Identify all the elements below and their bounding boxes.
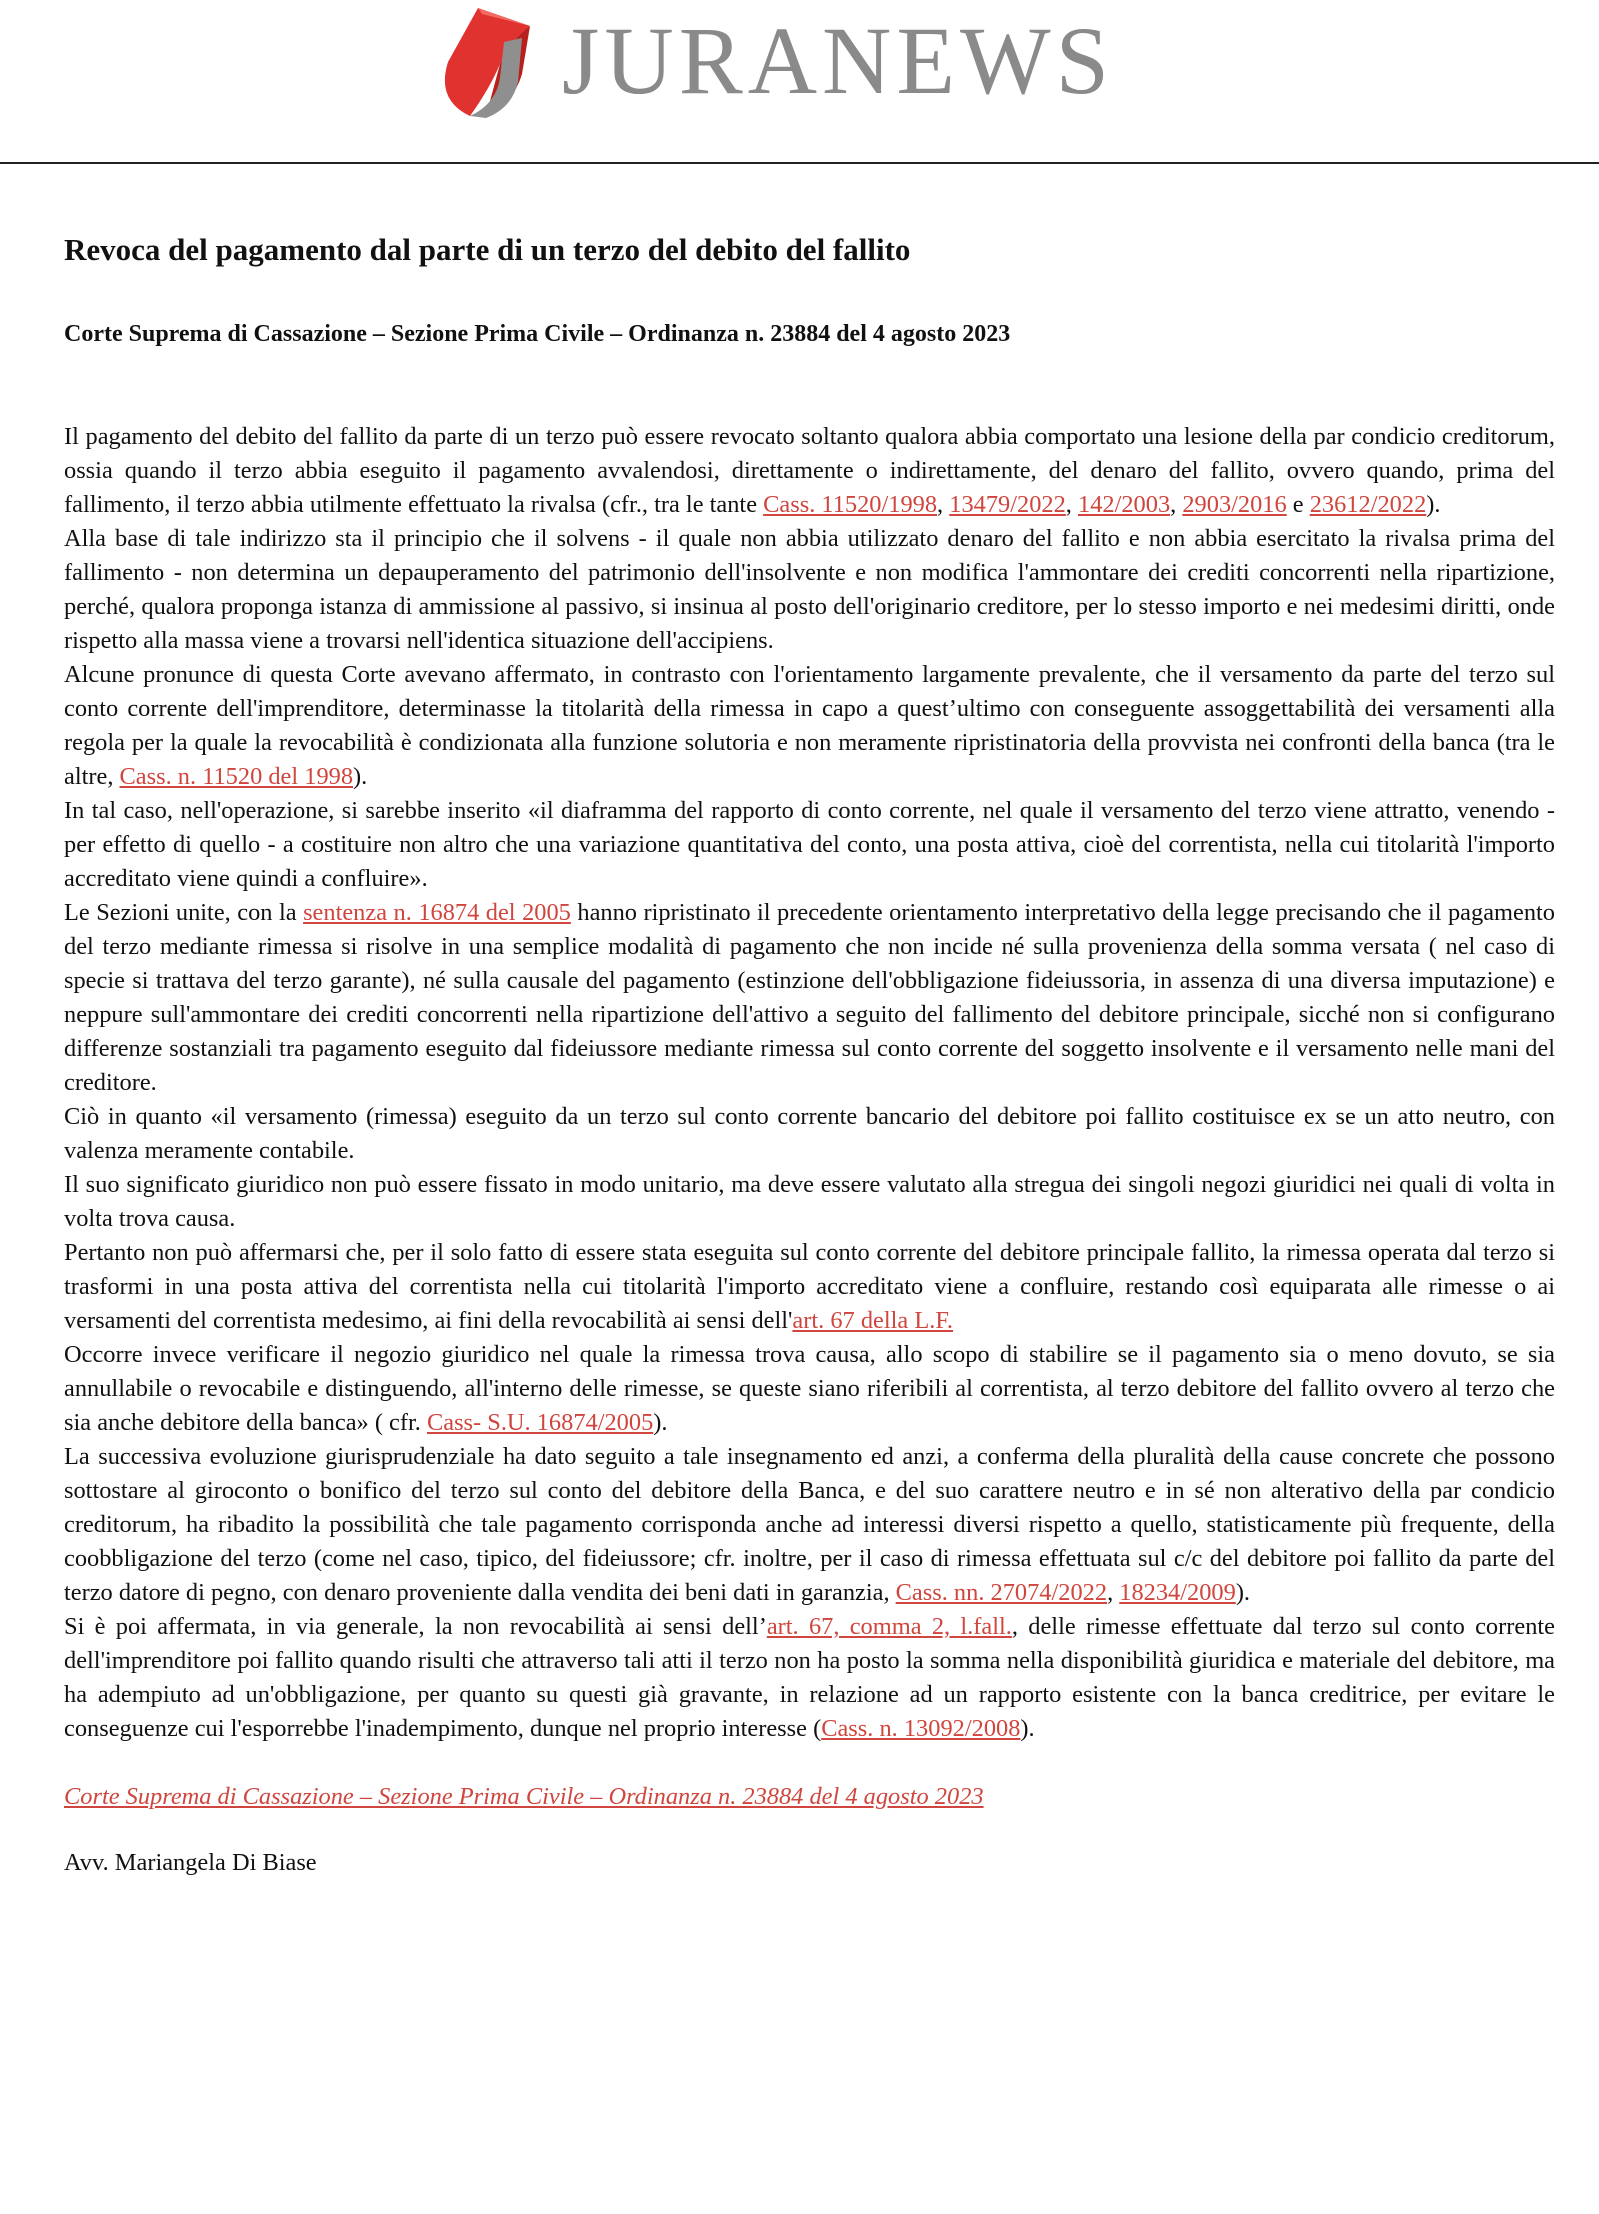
citation-link-142-2003[interactable]: 142/2003 bbox=[1078, 491, 1171, 518]
citation-link-art-67-lf[interactable]: art. 67 della L.F. bbox=[792, 1307, 954, 1334]
juranews-logo[interactable] bbox=[426, 4, 1186, 124]
article-title: Revoca del pagamento dal parte di un terzo del debito del fallito bbox=[64, 232, 911, 267]
article-subtitle: Corte Suprema di Cassazione – Sezione Prima Civile – Ordinanza n. 23884 del 4 agosto 2023 bbox=[64, 321, 1011, 347]
paragraph-9: Occorre invece verificare il negozio giuridico nel quale la rimessa trova causa, allo scopo di stabilire se il pagamento sia o meno dovuto, se sia annullabile o revocabile e distinguendo, all'interno delle rimesse, se queste siano riferibili al correntista, al terzo debitore del fallito ovvero al terzo che sia anche debitore della banca» ( cfr. Cass- S.U. 16874/2005). bbox=[64, 1341, 1555, 1436]
citation-link-13092-2008[interactable]: Cass. n. 13092/2008 bbox=[821, 1715, 1021, 1742]
citation-link-sentenza-16874-2005[interactable]: sentenza n. 16874 del 2005 bbox=[303, 899, 571, 926]
citation-link-cass-11520-1998[interactable]: Cass. 11520/1998 bbox=[763, 491, 938, 518]
citation-link-27074-2022[interactable]: Cass. nn. 27074/2022 bbox=[895, 1579, 1108, 1606]
logo-mark-icon bbox=[426, 4, 556, 122]
paragraph-1: Il pagamento del debito del fallito da parte di un terzo può essere revocato soltanto qualora abbia comportato una lesione della par condicio creditorum, ossia quando il terzo abbia eseguito il pagamento avvalendosi, direttamente o indirettamente, del denaro del fallito, ovvero quando, prima del fallimento, il terzo abbia utilmente effettuato la rivalsa (cfr., tra le tante Cass. 11520/1998, 13479/2022, 142/2003, 2903/2016 e 23612/2022). bbox=[64, 423, 1555, 518]
citation-link-13479-2022[interactable]: 13479/2022 bbox=[949, 491, 1066, 518]
paragraph-5: Le Sezioni unite, con la sentenza n. 16874 del 2005 hanno ripristinato il precedente orientamento interpretativo della legge precisando che il pagamento del terzo mediante rimessa si risolve in una semplice modalità di pagamento che non incide né sulla provenienza della somma versata ( nel caso di specie si trattava del terzo garante), né sulla causale del pagamento (estinzione dell'obbligazione fideiussoria, in assenza di una diversa imputazione) e neppure sull'ammontare dei crediti concorrenti nella ripartizione dell'attivo a seguito del fallimento del debitore principale, sicché non si configurano differenze sostanziali tra pagamento eseguito dal fideiussore mediante rimessa sul conto corrente del soggetto insolvente e il versamento nelle mani del creditore. bbox=[64, 899, 1555, 1096]
article-body bbox=[64, 420, 1555, 1746]
paragraph-3: Alcune pronunce di questa Corte avevano affermato, in contrasto con l'orientamento largamente prevalente, che il versamento da parte del terzo sul conto corrente dell'imprenditore, determinasse la titolarità della rimessa in capo a quest’ultimo con conseguente assoggettabilità dei versamenti alla regola per la quale la revocabilità è condizionata alla funzione solutoria e non meramente ripristinatoria della provvista nei confronti della banca (tra le altre, Cass. n. 11520 del 1998). bbox=[64, 661, 1555, 790]
citation-link-cass-11520-del-1998[interactable]: Cass. n. 11520 del 1998 bbox=[119, 763, 354, 790]
paragraph-8: Pertanto non può affermarsi che, per il solo fatto di essere stata eseguita sul conto corrente del debitore principale fallito, la rimessa operata dal terzo si trasformi in una posta attiva del correntista nella cui titolarità l'importo accreditato viene a confluire, restando così equiparata alle rimesse o ai versamenti del correntista medesimo, ai fini della revocabilità ai sensi dell'art. 67 della L.F. bbox=[64, 1239, 1555, 1334]
source-link[interactable]: Corte Suprema di Cassazione – Sezione Prima Civile – Ordinanza n. 23884 del 4 agosto 2023 bbox=[64, 1783, 984, 1810]
citation-link-2903-2016[interactable]: 2903/2016 bbox=[1182, 491, 1287, 518]
author-signature: Avv. Mariangela Di Biase bbox=[64, 1849, 317, 1876]
citation-link-art-67-comma-2[interactable]: art. 67, comma 2, l.fall. bbox=[766, 1613, 1012, 1640]
article bbox=[64, 230, 1555, 1880]
site-header bbox=[0, 0, 1599, 164]
paragraph-11: Si è poi affermata, in via generale, la non revocabilità ai sensi dell’art. 67, comma 2, l.fall., delle rimesse effettuate dal terzo sul conto corrente dell'imprenditore poi fallito quando risulti che attraverso tali atti il terzo non ha posto la somma nella disponibilità giuridica e materiale del debitore, ma ha adempiuto ad un'obbligazione, per quanto su questi già gravante, in relazione ad un rapporto esistente con la banca creditrice, per evitare le conseguenze cui l'esporrebbe l'inadempimento, dunque nel proprio interesse (Cass. n. 13092/2008). bbox=[64, 1613, 1555, 1742]
paragraph-10: La successiva evoluzione giurisprudenziale ha dato seguito a tale insegnamento ed anzi, a conferma della pluralità della cause concrete che possono sottostare al giroconto o bonifico del terzo sul conto del debitore della Banca, e del suo carattere neutro e in sé non alterativo della par condicio creditorum, ha ribadito la possibilità che tale pagamento corrisponda anche ad interessi diversi rispetto a quello, statisticamente più frequente, della coobbligazione del terzo (come nel caso, tipico, del fideiussore; cfr. inoltre, per il caso di rimessa effettuata sul c/c del debitore poi fallito da parte del terzo datore di pegno, con denaro proveniente dalla vendita dei beni dati in garanzia, Cass. nn. 27074/2022, 18234/2009). bbox=[64, 1443, 1555, 1606]
paragraph-4: In tal caso, nell'operazione, si sarebbe inserito «il diaframma del rapporto di conto corrente, nel quale il versamento del terzo viene attratto, venendo - per effetto di quello - a costituire non altro che una variazione quantitativa del conto, una posta attiva, cioè del correntista, nella cui titolarità l'importo accreditato viene quindi a confluire». bbox=[64, 797, 1555, 892]
citation-link-23612-2022[interactable]: 23612/2022 bbox=[1309, 491, 1427, 518]
logo-text: JURANEWS bbox=[562, 7, 1115, 114]
paragraph-2: Alla base di tale indirizzo sta il principio che il solvens - il quale non abbia utilizzato denaro del fallito e non abbia esercitato la rivalsa prima del fallimento - non determina un depauperamento del patrimonio dell'insolvente e non modifica l'ammontare dei crediti concorrenti nella ripartizione, perché, qualora proponga istanza di ammissione al passivo, si insinua al posto dell'originario creditore, per lo stesso importo e nei medesimi diritti, onde rispetto alla massa viene a trovarsi nell'identica situazione dell'accipiens. bbox=[64, 525, 1555, 654]
paragraph-6: Ciò in quanto «il versamento (rimessa) eseguito da un terzo sul conto corrente bancario del debitore poi fallito costituisce ex se un atto neutro, con valenza meramente contabile. bbox=[64, 1103, 1555, 1164]
citation-link-18234-2009[interactable]: 18234/2009 bbox=[1119, 1579, 1236, 1606]
paragraph-7: Il suo significato giuridico non può essere fissato in modo unitario, ma deve essere valutato alla stregua dei singoli negozi giuridici nei quali di volta in volta trova causa. bbox=[64, 1171, 1555, 1232]
source-citation bbox=[64, 1780, 1555, 1814]
citation-link-su-16874-2005[interactable]: Cass- S.U. 16874/2005 bbox=[426, 1409, 654, 1436]
